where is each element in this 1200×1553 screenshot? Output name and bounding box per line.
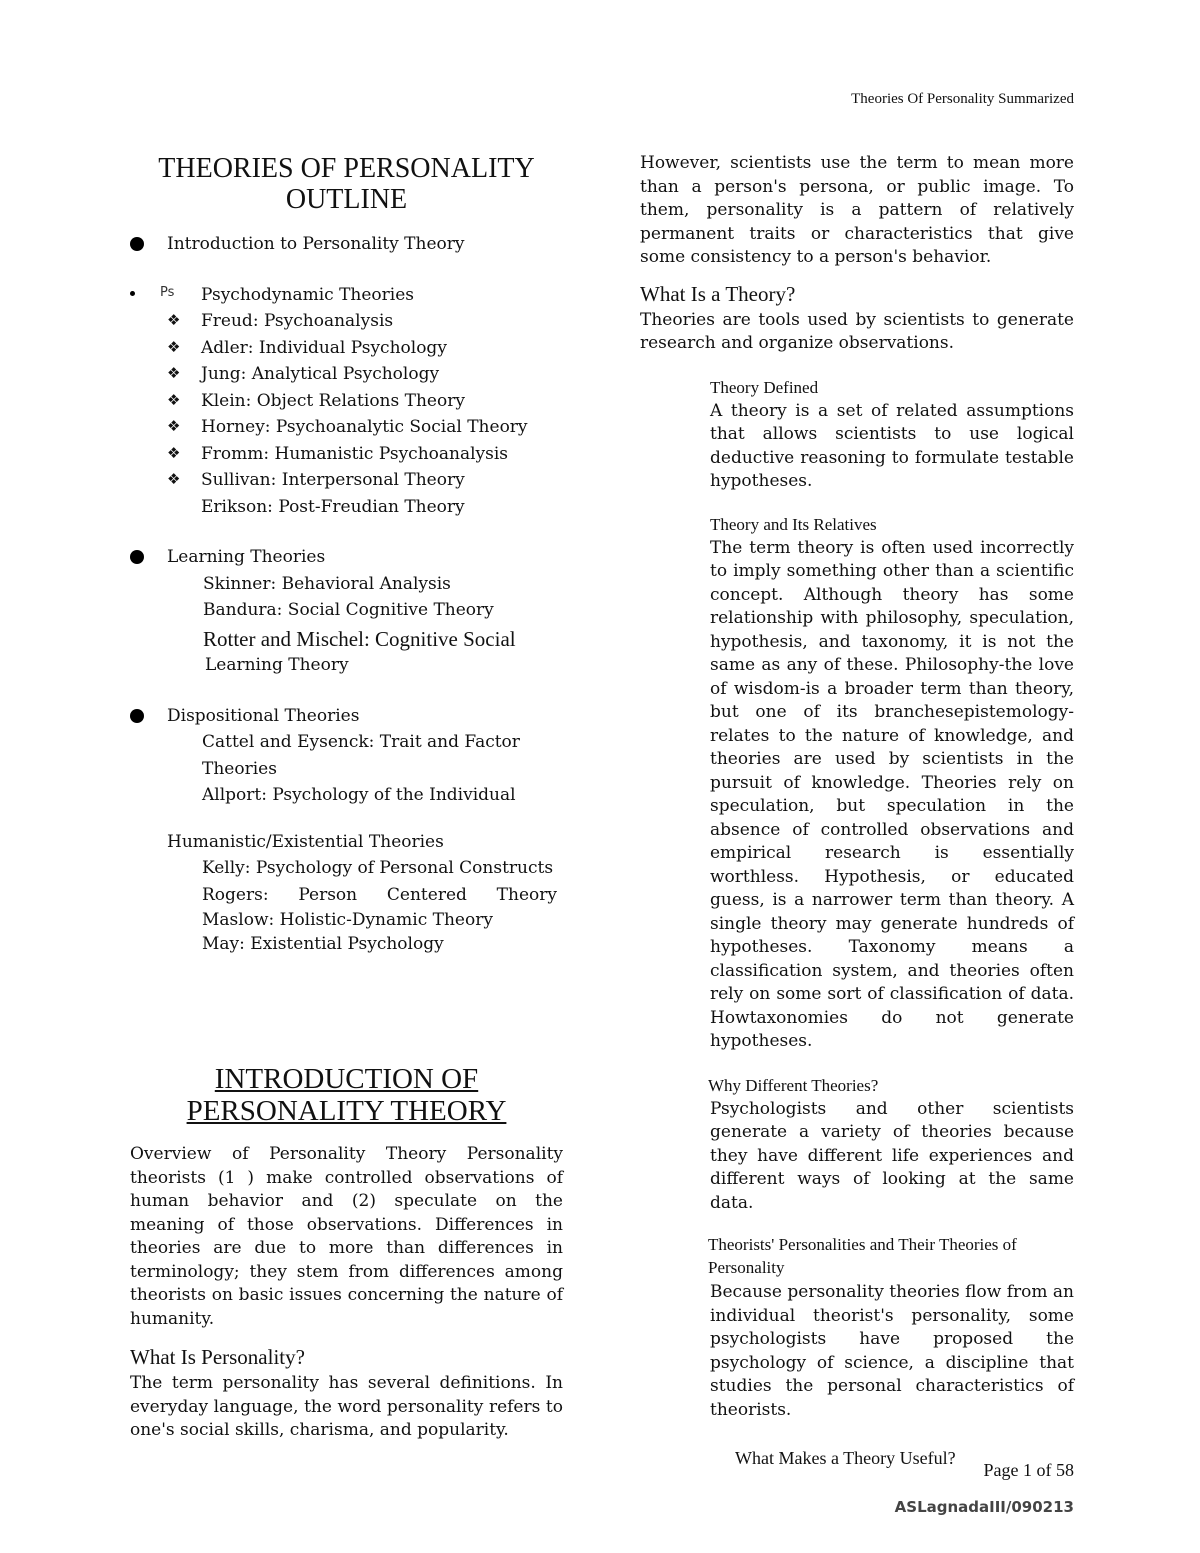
outline-title: THEORIES OF PERSONALITY OUTLINE — [158, 153, 535, 215]
intro-heading: INTRODUCTION OF PERSONALITY THEORY — [186, 1063, 507, 1127]
continued-paragraph: However, scientists use the term to mean more than a person's persona, or public image. To them, personality is a pattern of relatively permanent traits or characteristics that give some consistency to a person's behavior. — [640, 153, 1074, 267]
learning-item-rotter-cont: Learning Theory — [205, 655, 349, 675]
outline-list — [130, 231, 563, 956]
intro-section — [130, 1063, 563, 1443]
document-code: ASLagnadaIII/090213 — [894, 1498, 1074, 1516]
personality-paragraph: The term personality has several definitions. In everyday language, the word personality refers to one's social skills, charisma, and popularity. — [130, 1373, 563, 1440]
psychodynamic-item: ❖ Adler: Individual Psychology — [130, 335, 563, 362]
diamond-bullet-icon: ❖ — [167, 390, 181, 409]
theory-relatives-section — [710, 515, 1074, 1054]
psychodynamic-item: ❖ Horney: Psychoanalytic Social Theory — [130, 414, 563, 441]
why-different-heading: Why Different Theories? — [708, 1075, 879, 1095]
why-different-paragraph: Psychologists and other scientists generate a variety of theories because they have different life experiences and different ways of looking at the same data. — [710, 1098, 1074, 1213]
diamond-bullet-icon: ❖ — [167, 470, 181, 488]
diamond-bullet-icon: ❖ — [167, 417, 181, 435]
theory-relatives-paragraph: The term theory is often used incorrectly to imply something other than a scientific concept. Although theory has some relationship with philosophy, speculation, hypothesis, and taxonomy, it is not the same as any of these. Philosophy-the love of wisdom-is a broader term than theory, but one of its branchesepistemology-relates to the nature of knowledge, and theories are used by scientists in the pursuit of knowledge. Theories rely on speculation, but speculation in the absence of controlled observations and empirical research is essentially worthless. Hypothesis, or educated guess, is a narrower term than theory. A single theory may generate hundreds of hypotheses. Taxonomy means a classification system, and theories often rely on some sort of classification of data. Howtaxonomies do not generate hypotheses. — [710, 537, 1074, 1051]
theory-defined-paragraph: A theory is a set of related assumptions that allows scientists to use logical deductive reasoning to formulate testable hypotheses. — [710, 400, 1074, 491]
outline-section-dispositional: Dispositional Theories — [130, 703, 563, 730]
outline-section-learning: Learning Theories — [130, 544, 563, 571]
psychodynamic-item: ❖ Klein: Object Relations Theory — [130, 388, 563, 415]
psychodynamic-item: Erikson: Post-Freudian Theory — [201, 496, 465, 517]
psychodynamic-item: ❖ Freud: Psychoanalysis — [130, 308, 563, 335]
learning-item-rotter: Rotter and Mischel: Cognitive Social — [203, 626, 516, 651]
bullet-icon — [130, 550, 144, 564]
theory-paragraph: Theories are tools used by scientists to generate research and organize observations. — [640, 309, 1074, 353]
small-bullet-icon — [130, 291, 135, 296]
overview-paragraph: Overview of Personality Theory Personality theorists (1 ) make controlled observations of human behavior and (2) speculate on the meaning of those observations. Differences in theories are due to more than differences in terminology; they stem from differences among theorists on basic issues concerning the nature of humanity. — [130, 1144, 563, 1329]
learning-item: Skinner: Behavioral Analysis — [203, 573, 451, 594]
theory-defined-section — [710, 378, 1074, 494]
learning-item: Bandura: Social Cognitive Theory — [203, 600, 494, 620]
dispositional-item: Allport: Psychology of the Individual — [202, 785, 516, 805]
outline-section-humanistic: Humanistic/Existential Theories — [167, 831, 444, 852]
diamond-bullet-icon: ❖ — [167, 443, 181, 462]
humanistic-item: Maslow: Holistic-Dynamic Theory — [202, 910, 493, 930]
bullet-icon — [130, 709, 144, 723]
what-is-theory-heading: What Is a Theory? — [640, 281, 796, 306]
humanistic-item: Kelly: Psychology of Personal Constructs — [202, 858, 554, 878]
diamond-bullet-icon: ❖ — [167, 364, 181, 382]
diamond-bullet-icon: ❖ — [167, 311, 181, 329]
theorists-heading: Theorists' Personalities and Their Theories of Personality — [708, 1235, 1017, 1277]
theorists-paragraph: Because personality theories flow from an individual theorist's personality, some psychologists have proposed the psychology of science, a discipline that studies the personal characteristics of theorists. — [710, 1282, 1074, 1420]
dispositional-item: Cattel and Eysenck: Trait and Factor — [202, 732, 520, 752]
useful-theory-heading: What Makes a Theory Useful? — [735, 1448, 956, 1468]
what-is-personality-heading: What Is Personality? — [130, 1345, 305, 1369]
dispositional-item-cont: Theories — [202, 758, 277, 779]
page-number: Page 1 of 58 — [983, 1460, 1074, 1480]
outline-section-psychodynamic: Ps Psychodynamic Theories — [130, 282, 563, 309]
why-different-section — [708, 1076, 1074, 1216]
ps-marker: Ps — [160, 284, 175, 300]
diamond-bullet-icon: ❖ — [167, 337, 181, 356]
humanistic-item: Rogers: Person Centered Theory — [202, 884, 557, 905]
humanistic-item: May: Existential Psychology — [202, 934, 444, 954]
psychodynamic-item: ❖ Fromm: Humanistic Psychoanalysis — [130, 441, 563, 468]
theory-defined-heading: Theory Defined — [710, 377, 819, 397]
psychodynamic-item: ❖ Jung: Analytical Psychology — [130, 361, 563, 388]
bullet-icon — [130, 237, 144, 251]
psychodynamic-item: ❖ Sullivan: Interpersonal Theory — [130, 467, 563, 494]
theory-relatives-heading: Theory and Its Relatives — [710, 514, 877, 534]
outline-section-intro: Introduction to Personality Theory — [130, 231, 563, 258]
right-column — [640, 152, 1074, 1469]
left-column — [130, 153, 563, 956]
theorists-section — [708, 1233, 1074, 1422]
running-header: Theories Of Personality Summarized — [851, 91, 1074, 107]
